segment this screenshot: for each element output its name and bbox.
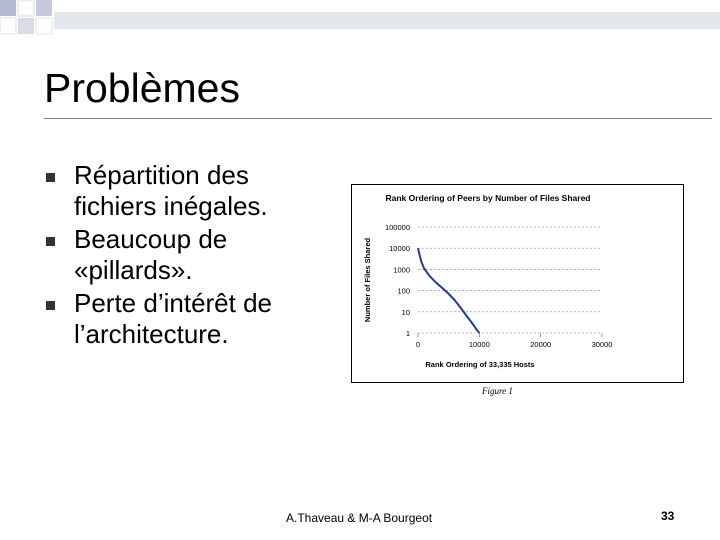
deco-square	[36, 0, 52, 16]
bullet-text: Perte d’intérêt de l’architecture.	[74, 288, 273, 349]
y-tick-label: 100	[397, 286, 410, 296]
y-tick-label: 10000	[389, 244, 410, 254]
page-number: 33	[661, 509, 675, 523]
header-band	[54, 12, 720, 29]
bullet-item	[44, 224, 324, 286]
y-tick-label: 10	[401, 307, 410, 317]
figure-caption: Figure 1	[482, 386, 513, 396]
bullet-list	[44, 160, 324, 352]
square-bullet-icon	[46, 173, 55, 182]
x-tick-label: 30000	[591, 340, 613, 349]
y-tick-label: 1	[405, 329, 410, 338]
x-tick-label: 20000	[530, 340, 552, 349]
chart-title: Rank Ordering of Peers by Number of Files Shared	[385, 193, 591, 203]
bullet-text: Répartition des fichiers inégales.	[74, 160, 268, 221]
x-tick-label: 10000	[468, 340, 490, 349]
bullet-item	[44, 288, 324, 350]
bullet-text: Beaucoup de «pillards».	[74, 224, 228, 285]
footer-authors: A.Thaveau & M-A Bourgeot	[286, 511, 433, 525]
deco-square	[36, 18, 52, 34]
title-rule	[44, 118, 712, 119]
x-tick-label: 0	[415, 340, 421, 349]
bullet-item	[44, 160, 324, 222]
chart-figure	[351, 184, 684, 383]
square-bullet-icon	[46, 301, 55, 310]
square-bullet-icon	[46, 237, 55, 246]
slide-title: Problèmes	[44, 65, 240, 111]
deco-square	[18, 0, 34, 16]
deco-square	[18, 18, 34, 34]
deco-square	[0, 0, 16, 16]
rank-chart	[352, 185, 683, 382]
deco-square	[0, 18, 16, 34]
y-tick-label: 100000	[384, 223, 410, 232]
y-tick-label: 1000	[393, 265, 410, 275]
x-axis-label: Rank Ordering of 33,335 Hosts	[425, 360, 535, 369]
y-axis-label: Number of Files Shared	[363, 237, 372, 323]
header-decoration	[0, 0, 720, 48]
